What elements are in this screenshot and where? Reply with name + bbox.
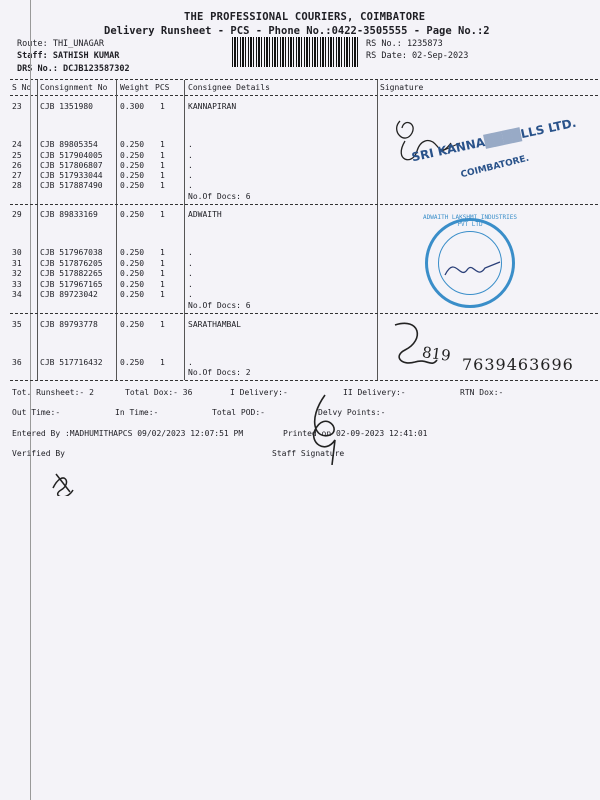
consignee-name: KANNAPIRAN xyxy=(188,102,237,111)
company-stamp-city: COIMBATORE. xyxy=(459,153,531,181)
round-stamp-text: ADWAITH LAKSHMI INDUSTRIES PVT LTD xyxy=(423,214,517,228)
divider xyxy=(10,79,598,80)
entered-by: Entered By :MADHUMITHAPCS 09/02/2023 12:07:51 PM xyxy=(12,429,244,438)
staff-label: Staff: SATHISH KUMAR xyxy=(17,51,120,61)
ii-delivery: II Delivery:- xyxy=(343,388,406,397)
column-divider xyxy=(184,80,185,380)
table-header xyxy=(0,83,600,93)
total-runsheet: Tot. Runsheet:- 2 xyxy=(12,388,94,397)
table-row: 28 CJB 517887490 0.250 1 . xyxy=(12,181,193,190)
barcode xyxy=(232,37,359,67)
table-row: 29 CJB 89833169 0.250 1 ADWAITH xyxy=(12,210,222,219)
docs-count: No.Of Docs: 6 xyxy=(188,301,251,310)
scan-line xyxy=(30,0,31,800)
docs-count: No.Of Docs: 2 xyxy=(188,368,251,377)
in-time: In Time:- xyxy=(115,408,159,417)
divider xyxy=(10,380,598,381)
rs-date: RS Date: 02-Sep-2023 xyxy=(366,51,469,61)
col-pcs: PCS xyxy=(155,83,170,92)
rs-number: RS No.: 1235873 xyxy=(366,39,443,49)
total-pod: Total POD:- xyxy=(212,408,265,417)
column-divider xyxy=(37,80,38,380)
col-signature: Signature xyxy=(380,83,424,92)
consignee-name: SARATHAMBAL xyxy=(188,320,241,329)
table-row: 35 CJB 89793778 0.250 1 SARATHAMBAL xyxy=(12,320,241,329)
handwritten-phone: 7639463696 xyxy=(462,355,574,374)
col-weight: Weight xyxy=(120,83,149,92)
col-sno: S No xyxy=(12,83,32,92)
table-row: 31 CJB 517876205 0.250 1 . xyxy=(12,259,193,268)
table-row: 33 CJB 517967165 0.250 1 . xyxy=(12,280,193,289)
staff-signature-label: Staff Signature xyxy=(272,449,345,458)
delivery-points: Delvy Points:- xyxy=(318,408,386,417)
col-consignee: Consignee Details xyxy=(188,83,270,92)
verifier-signature xyxy=(48,468,78,496)
table-row: 36 CJB 517716432 0.250 1 . xyxy=(12,358,193,367)
company-stamp: SRI KANNA████LLS LTD. xyxy=(410,115,578,165)
table-row: 25 CJB 517904005 0.250 1 . xyxy=(12,151,193,160)
out-time: Out Time:- xyxy=(12,408,61,417)
table-row: 23 CJB 1351980 0.300 1 KANNAPIRAN xyxy=(12,102,237,111)
consignee-name: ADWAITH xyxy=(188,210,222,219)
table-row: 30 CJB 517967038 0.250 1 . xyxy=(12,248,193,257)
docs-count: No.Of Docs: 6 xyxy=(188,192,251,201)
drs-number: DRS No.: DCJB123587302 xyxy=(17,64,130,74)
signature-adwaith xyxy=(440,250,510,290)
runsheet-subtitle: Delivery Runsheet - PCS - Phone No.:0422-3505555 - Page No.:2 xyxy=(104,25,490,37)
table-row: 27 CJB 517933044 0.250 1 . xyxy=(12,171,193,180)
total-dox: Total Dox:- 36 xyxy=(125,388,193,397)
table-row: 34 CJB 89723042 0.250 1 . xyxy=(12,290,193,299)
verified-by: Verified By xyxy=(12,449,65,458)
table-row: 24 CJB 89805354 0.250 1 . xyxy=(12,140,193,149)
divider xyxy=(10,313,598,314)
route-label: Route: THI_UNAGAR xyxy=(17,39,104,49)
company-title: THE PROFESSIONAL COURIERS, COIMBATORE xyxy=(184,11,426,23)
staff-signature xyxy=(295,390,355,465)
column-divider xyxy=(377,80,378,380)
column-divider xyxy=(116,80,117,380)
rtn-dox: RTN Dox:- xyxy=(460,388,504,397)
table-row: 32 CJB 517882265 0.250 1 . xyxy=(12,269,193,278)
i-delivery: I Delivery:- xyxy=(230,388,288,397)
table-row: 26 CJB 517806807 0.250 1 . xyxy=(12,161,193,170)
printed-on: Printed on 02-09-2023 12:41:01 xyxy=(283,429,428,438)
col-consignment: Consignment No xyxy=(40,83,108,92)
handwritten-mark: 819 xyxy=(420,343,452,365)
